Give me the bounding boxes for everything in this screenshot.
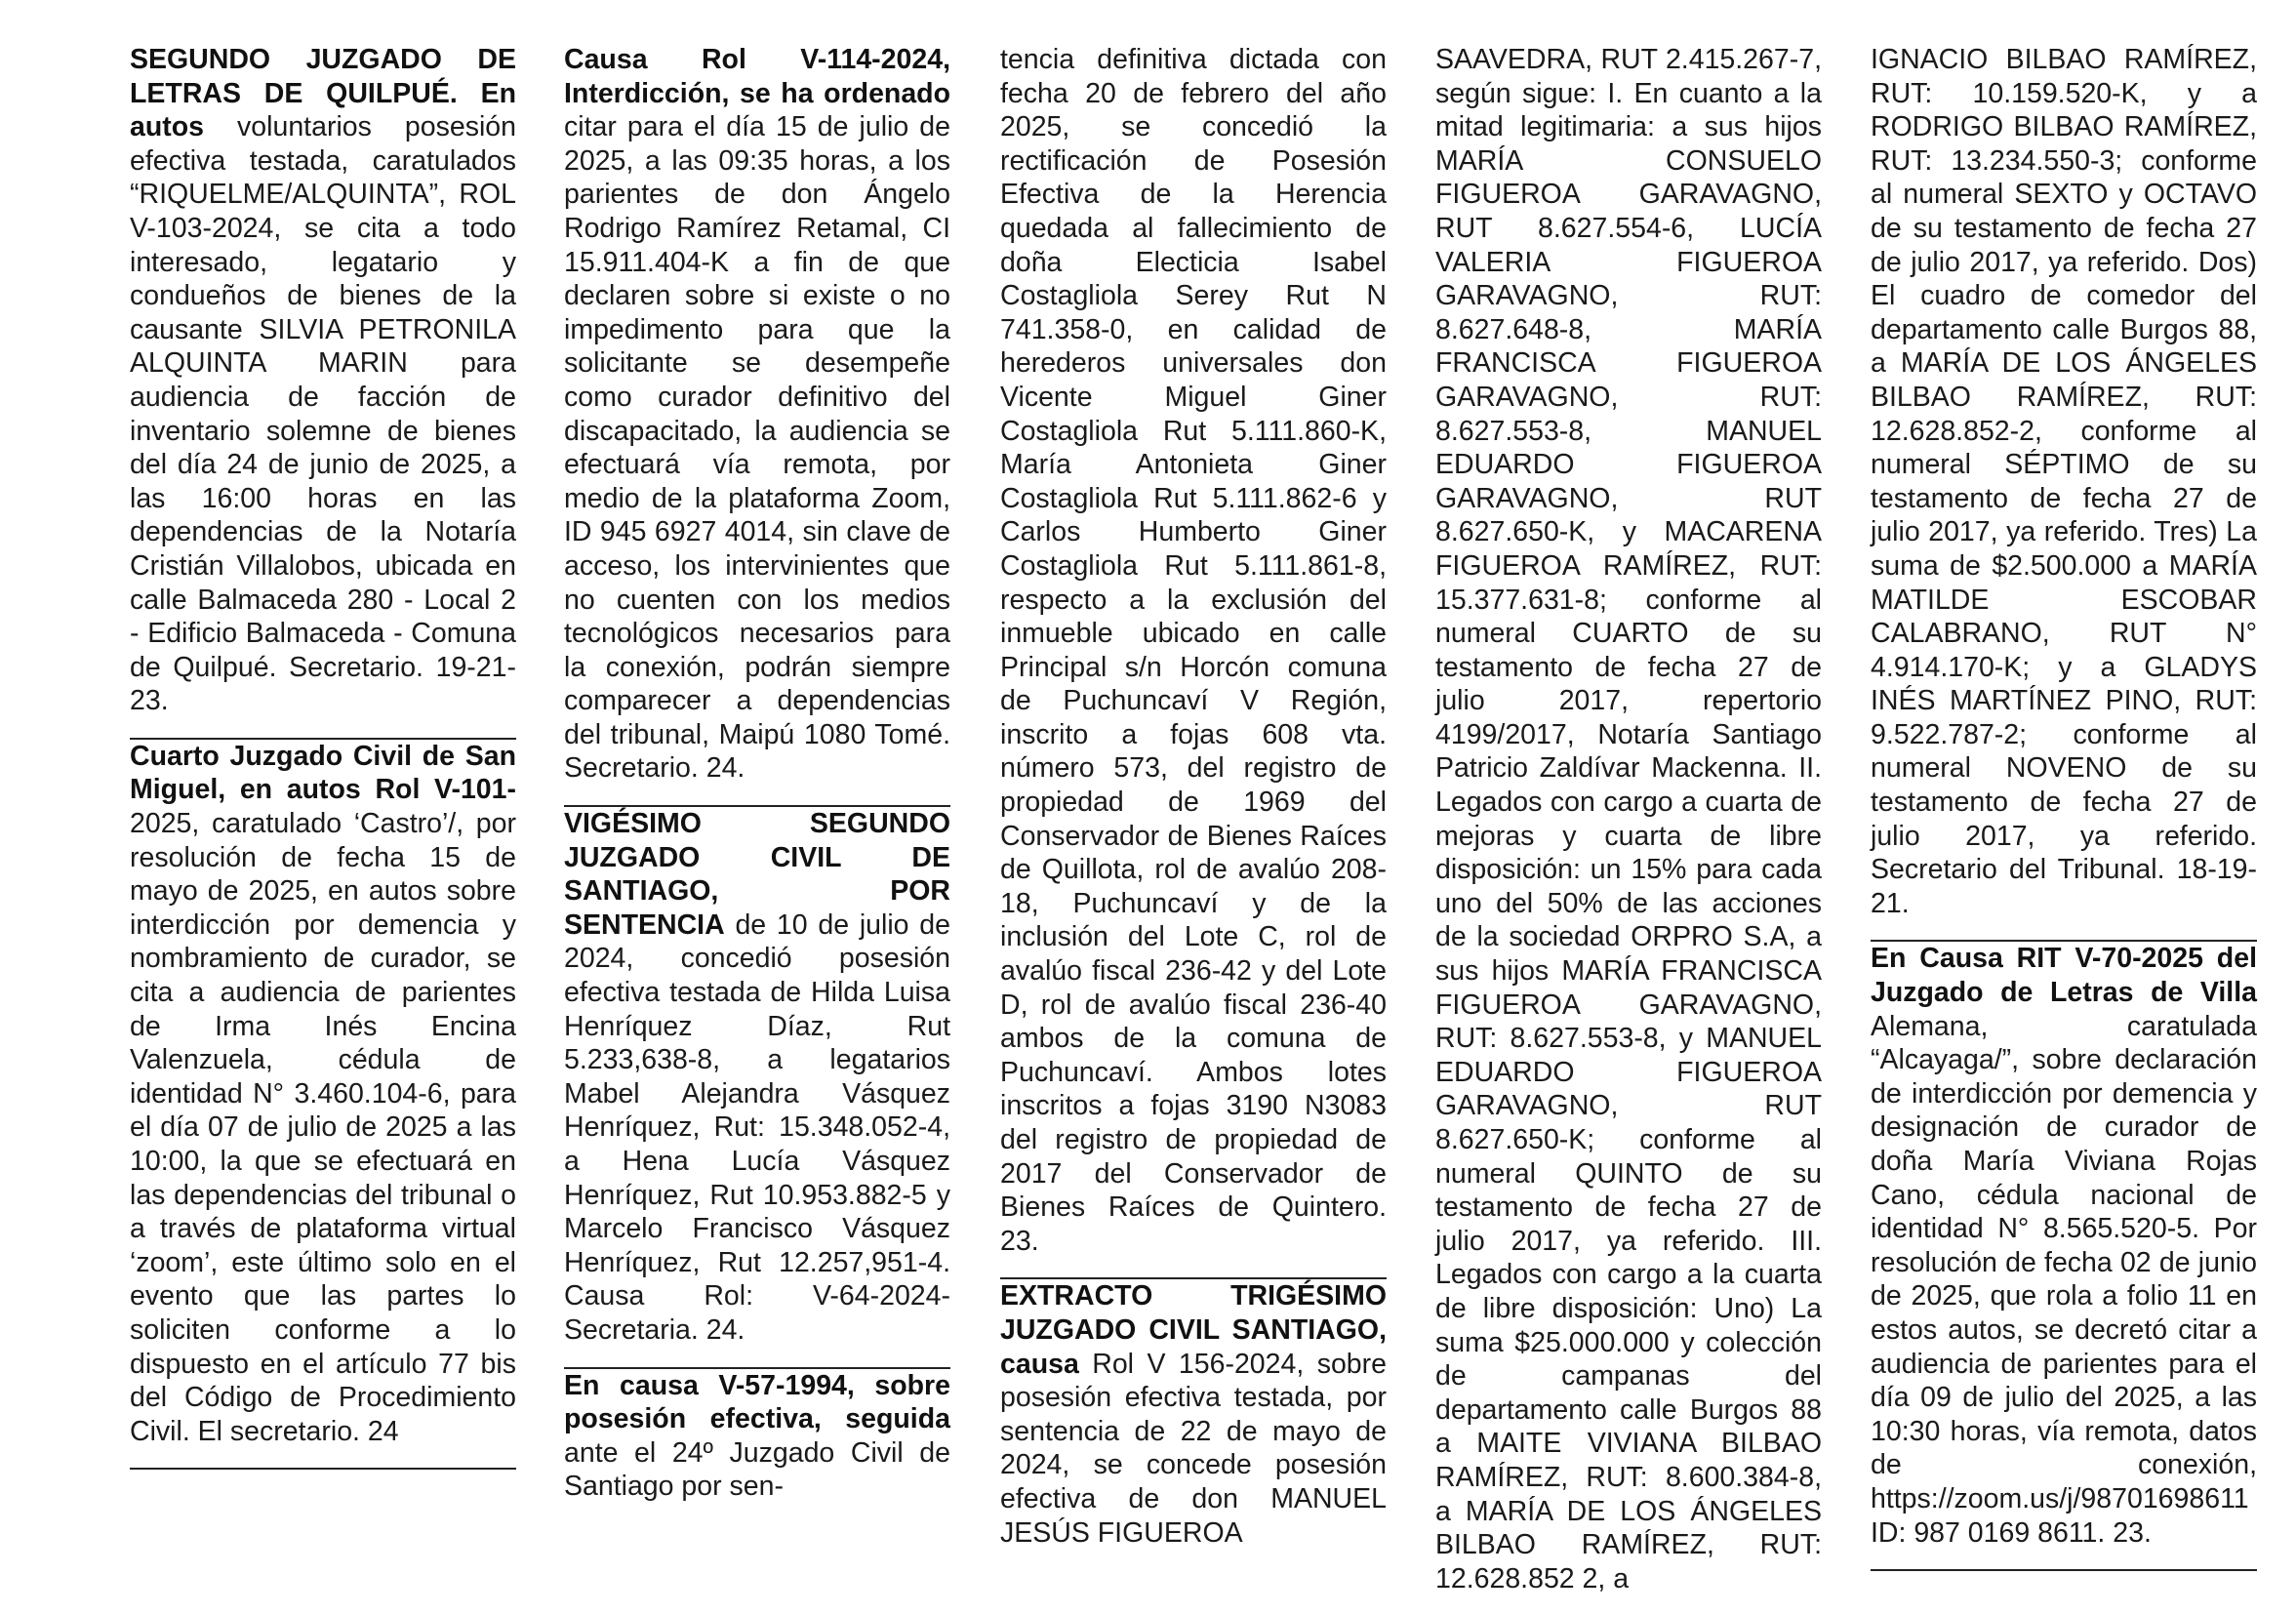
legal-notice [1000,1279,1387,1569]
legal-notice [564,1369,950,1523]
legal-notice [130,740,516,1468]
notice-body: citar para el día 15 de julio de 2025, a las 09:35 horas, a los parientes de don Ángelo Rodrigo Ramírez Retamal, CI 15.911.404-K a fin de que declaren sobre si existe o no impedimento para que la solicitante se desempeñe como curador definitivo del discapacitado, la audiencia se efectuará vía remota, por medio de la plataforma Zoom, ID 945 6927 4014, sin clave de acceso, los intervinientes que no cuenten con los medios tecnológicos necesarios para la conexión, podrán siempre comparecer a dependencias del tribunal, Maipú 1080 Tomé. Secretario. 24. [564,111,950,785]
column-3 [1000,43,1387,1549]
notice-body: tencia definitiva dictada con fecha 20 de febrero del año 2025, se concedió la rectificación de Posesión Efectiva de la Herencia quedada al fallecimiento de doña Electicia Isabel Costagliola Serey Rut N 741.358-0, en calidad de herederos universales don Vicente Miguel Giner Costagliola Rut 5.111.860-K, María Antonieta Giner Costagliola Rut 5.111.862-6 y Carlos Humberto Giner Costagliola Rut 5.111.861-8, respecto a la exclusión del inmueble ubicado en calle Principal s/n Horcón comuna de Puchuncaví V Región, inscrito a fojas 608 vta. número 573, del registro de propiedad de 1969 del Conservador de Bienes Raíces de Quillota, rol de avalúo 208-18, Puchuncaví y de la inclusión del Lote C, rol de avalúo fiscal 236-42 y del Lote D, rol de avalúo fiscal 236-40 ambos de la comuna de Puchuncaví. Ambos lotes inscritos a fojas 3190 N3083 del registro de propiedad de 2017 del Conservador de Bienes Raíces de Quintero. 23. [1000,44,1387,1257]
notice-heading: VIGÉSIMO SEGUNDO JUZGADO CIVIL DE SANTIAGO, POR SENTENCIA [564,808,950,941]
notice-heading: SEGUNDO JUZGADO DE LETRAS DE QUILPUÉ. En autos [130,44,516,143]
notice-body: Alemana, caratulada “Alcayaga/”, sobre declaración de interdicción por demencia y designación de curador de doña María Viviana Rojas Cano, cédula nacional de identidad N° 8.565.520-5. Por resolución de fecha 02 de junio de 2025, que rola a folio 11 en estos autos, se decretó citar a audiencia de parientes para el día 09 de julio del 2025, a las 10:30 horas, vía remota, datos de conexión, https://zoom.us/j/98701698611 ID: 987 0169 8611. 23. [1871,1010,2257,1549]
notice-body: 2025, caratulado ‘Castro’/, por resolución de fecha 15 de mayo de 2025, en autos sobre interdicción por demencia y nombramiento de curador, se cita a audiencia de parientes de Irma Inés Encina Valenzuela, cédula de identidad N° 3.460.104-6, para el día 07 de julio de 2025 a las 10:00, la que se efectuará en las dependencias del tribunal o a través de plataforma virtual ‘zoom’, este último solo en el evento que las partes lo soliciten conforme a lo dispuesto en el artículo 77 bis del Código de Procedimiento Civil. El secretario. 24 [130,808,516,1447]
notice-heading: En causa V-57-1994, sobre posesión efectiva, seguida [564,1369,950,1435]
legal-notice-continued [1435,43,1822,1615]
notice-heading: EXTRACTO TRIGÉSIMO JUZGADO CIVIL SANTIAGO, causa [1000,1280,1387,1380]
column-4 [1435,43,1822,1595]
legal-notice-continued [1000,43,1387,1277]
notice-heading: En Causa RIT V-70-2025 del Juzgado de Letras de Villa [1871,943,2257,1009]
legal-notice-continued [1871,43,2257,940]
notice-divider [130,1468,516,1470]
notice-body: Rol V 156-2024, sobre posesión efectiva testada, por sentencia de 22 de mayo de 2024, se concede posesión efectiva de don MANUEL JESÚS FIGUEROA [1000,1348,1387,1549]
column-2 [564,43,950,1503]
notice-heading: Causa Rol V-114-2024, Interdicción, se ha ordenado [564,44,950,109]
column-5 [1871,43,2257,1549]
legal-notice [564,807,950,1367]
notice-heading: Cuarto Juzgado Civil de San Miguel, en autos Rol V-101- [130,740,516,806]
notice-body: ante el 24º Juzgado Civil de Santiago por sen- [564,1436,950,1503]
notice-body: SAAVEDRA, RUT 2.415.267-7, según sigue: I. En cuanto a la mitad legitimaria: a sus hijos MARÍA CONSUELO FIGUEROA GARAVAGNO, RUT 8.627.554-6, LUCÍA VALERIA FIGUEROA GARAVAGNO, RUT: 8.627.648-8, MARÍA FRANCISCA FIGUEROA GARAVAGNO, RUT: 8.627.553-8, MANUEL EDUARDO FIGUEROA GARAVAGNO, RUT 8.627.650-K, y MACARENA FIGUEROA RAMÍREZ, RUT: 15.377.631-8; conforme al numeral CUARTO de su testamento de fecha 27 de julio 2017, repertorio 4199/2017, Notaría Santiago Patricio Zaldívar Mackenna. II. Legados con cargo a cuarta de mejoras y cuarta de libre disposición: un 15% para cada uno del 50% de las acciones de la sociedad ORPRO S.A, a sus hijos MARÍA FRANCISCA FIGUEROA GARAVAGNO, RUT: 8.627.553-8, y MANUEL EDUARDO FIGUEROA GARAVAGNO, RUT 8.627.650-K; conforme al numeral QUINTO de su testamento de fecha 27 de julio 2017, ya referido. III. Legados con cargo a la cuarta de libre disposición: Uno) La suma $25.000.000 y colección de campanas del departamento calle Burgos 88 a MAITE VIVIANA BILBAO RAMÍREZ, RUT: 8.600.384-8, a MARÍA DE LOS ÁNGELES BILBAO RAMÍREZ, RUT: 12.628.852 2, a [1435,44,1822,1595]
legal-notice [130,43,516,738]
notice-divider [1871,1569,2257,1571]
legal-notice [1871,942,2257,1569]
legal-notice [564,43,950,805]
column-1 [130,43,516,1475]
notice-body: IGNACIO BILBAO RAMÍREZ, RUT: 10.159.520-K, y a RODRIGO BILBAO RAMÍREZ, RUT: 13.234.550-3; conforme al numeral SEXTO y OCTAVO de su testamento de fecha 27 de julio 2017, ya referido. Dos) El cuadro de comedor del departamento calle Burgos 88, a MARÍA DE LOS ÁNGELES BILBAO RAMÍREZ, RUT: 12.628.852-2, conforme al numeral SÉPTIMO de su testamento de fecha 27 de julio 2017, ya referido. Tres) La suma de $2.500.000 a MARÍA MATILDE ESCOBAR CALABRANO, RUT N° 4.914.170-K; y a GLADYS INÉS MARTÍNEZ PINO, RUT: 9.522.787-2; conforme al numeral NOVENO de su testamento de fecha 27 de julio 2017, ya referido. Secretario del Tribunal. 18-19-21. [1871,44,2257,919]
notice-body: de 10 de julio de 2024, concedió posesión efectiva testada de Hilda Luisa Henríquez Díaz, Rut 5.233,638-8, a legatarios Mabel Alejandra Vásquez Henríquez, Rut: 15.348.052-4, a Hena Lucía Vásquez Henríquez, Rut 10.953.882-5 y Marcelo Francisco Vásquez Henríquez, Rut 12.257,951-4. Causa Rol: V-64-2024- Secretaria. 24. [564,908,950,1346]
notice-body: voluntarios posesión efectiva testada, caratulados “RIQUELME/ALQUINTA”, ROL V-103-2024, se cita a todo interesado, legatario y condueños de bienes de la causante SILVIA PETRONILA ALQUINTA MARIN para audiencia de facción de inventario solemne de bienes del día 24 de junio de 2025, a las 16:00 horas en las dependencias de la Notaría Cristián Villalobos, ubicada en calle Balmaceda 280 - Local 2 - Edificio Balmaceda - Comuna de Quilpué. Secretario. 19-21-23. [130,111,516,717]
